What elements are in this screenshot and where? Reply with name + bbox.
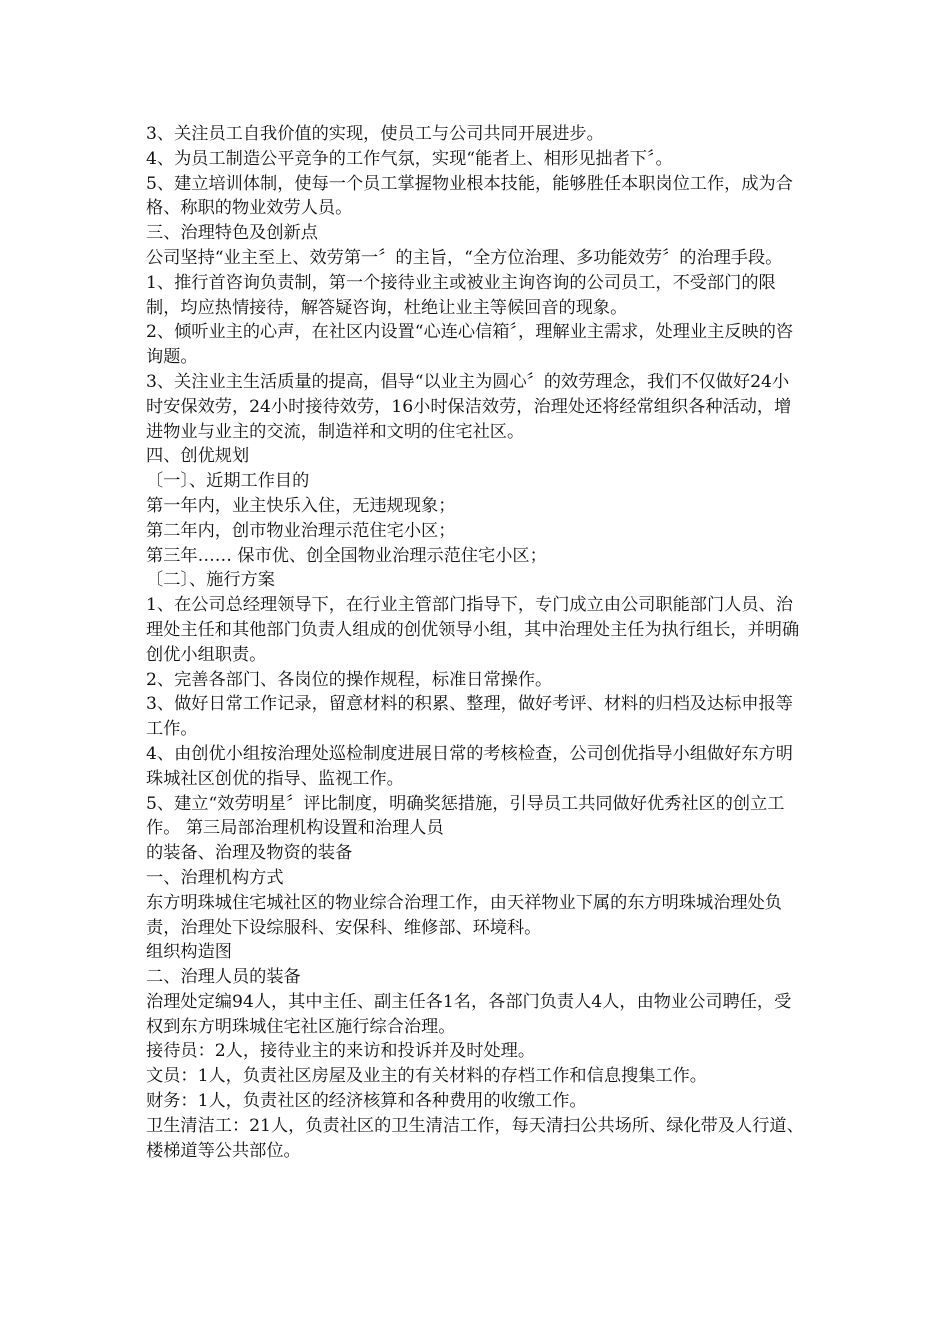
paragraph: 1、在公司总经理领导下，在行业主管部门指导下，专门成立由公司职能部门人员、治理处主任和其他部门负责人组成的创优领导小组，其中治理处主任为执行组长，并明确创优小组职责。 <box>146 595 800 665</box>
section-heading: 一、治理机构方式 <box>146 867 284 888</box>
paragraph: 公司坚持“业主至上、效劳第一〞的主旨，“全方位治理、多功能效劳〞的治理手段。 <box>146 247 783 268</box>
paragraph: 组织构造图 <box>146 942 232 963</box>
document-body <box>146 122 806 1163</box>
paragraph: 东方明珠城住宅城社区的物业综合治理工作，由天祥物业下属的东方明珠城治理处负责，治理处下设综服科、安保科、维修部、环境科。 <box>146 892 782 938</box>
section-heading: 二、治理人员的装备 <box>146 967 301 988</box>
paragraph: 第一年内，业主快乐入住，无违规现象； <box>146 495 456 516</box>
paragraph: 4、由创优小组按治理处巡检制度进展日常的考核检查，公司创优指导小组做好东方明珠城社区创优的指导、监视工作。 <box>146 743 793 789</box>
section-heading: 三、治理特色及创新点 <box>146 223 318 244</box>
paragraph: 5、建立培训体制，使每一个员工掌握物业根本技能，能够胜任本职岗位工作，成为合格、称职的物业效劳人员。 <box>146 173 793 219</box>
paragraph: 3、关注业主生活质量的提高，倡导“以业主为圆心〞的效劳理念，我们不仅做好24小时安保效劳，24小时接待效劳，16小时保洁效劳，治理处还将经常组织各种活动，增进物业与业主的交流，制造祥和文明的住宅社区。 <box>146 371 792 442</box>
paragraph: 2、完善各部门、各岗位的操作规程，标准日常操作。 <box>146 669 553 690</box>
paragraph: 治理处定编94人，其中主任、副主任各1名，各部门负责人4人，由物业公司聘任，受权到东方明珠城住宅社区施行综合治理。 <box>146 991 792 1037</box>
paragraph: 第三年…… 保市优、创全国物业治理示范住宅小区； <box>146 545 547 566</box>
paragraph: 接待员：2人，接待业主的来访和投诉并及时处理。 <box>146 1041 536 1062</box>
subsection-heading: 〔二〕、施行方案 <box>146 570 275 591</box>
paragraph: 3、做好日常工作记录，留意材料的积累、整理，做好考评、材料的归档及达标申报等工作。 <box>146 694 793 740</box>
paragraph: 第二年内，创市物业治理示范住宅小区； <box>146 520 456 541</box>
subsection-heading: 〔一〕、近期工作目的 <box>146 471 310 492</box>
paragraph: 3、关注员工自我价值的实现，使员工与公司共同开展进步。 <box>146 124 604 144</box>
paragraph: 文员：1人，负责社区房屋及业主的有关材料的存档工作和信息搜集工作。 <box>146 1066 707 1087</box>
paragraph: 1、推行首咨询负责制，第一个接待业主或被业主询咨询的公司员工，不受部门的限制，均应热情接待，解答疑咨询，杜绝让业主等候回音的现象。 <box>146 272 776 318</box>
paragraph: 卫生清洁工：21人，负责社区的卫生清洁工作，每天清扫公共场所、绿化带及人行道、楼梯道等公共部位。 <box>146 1115 804 1161</box>
paragraph: 财务：1人，负责社区的经济核算和各种费用的收缴工作。 <box>146 1091 587 1112</box>
paragraph: 4、为员工制造公平竞争的工作气氛，实现“能者上、相形见拙者下〞。 <box>146 148 673 169</box>
paragraph: 的装备、治理及物资的装备 <box>146 843 353 864</box>
paragraph: 5、建立“效劳明星〞评比制度，明确奖惩措施，引导员工共同做好优秀社区的创立工作。 第三局部治理机构设置和治理人员 <box>146 793 785 839</box>
section-heading: 四、创优规划 <box>146 446 250 467</box>
paragraph: 2、倾听业主的心声，在社区内设置“心连心信箱〞，理解业主需求，处理业主反映的咨询题。 <box>146 322 794 368</box>
